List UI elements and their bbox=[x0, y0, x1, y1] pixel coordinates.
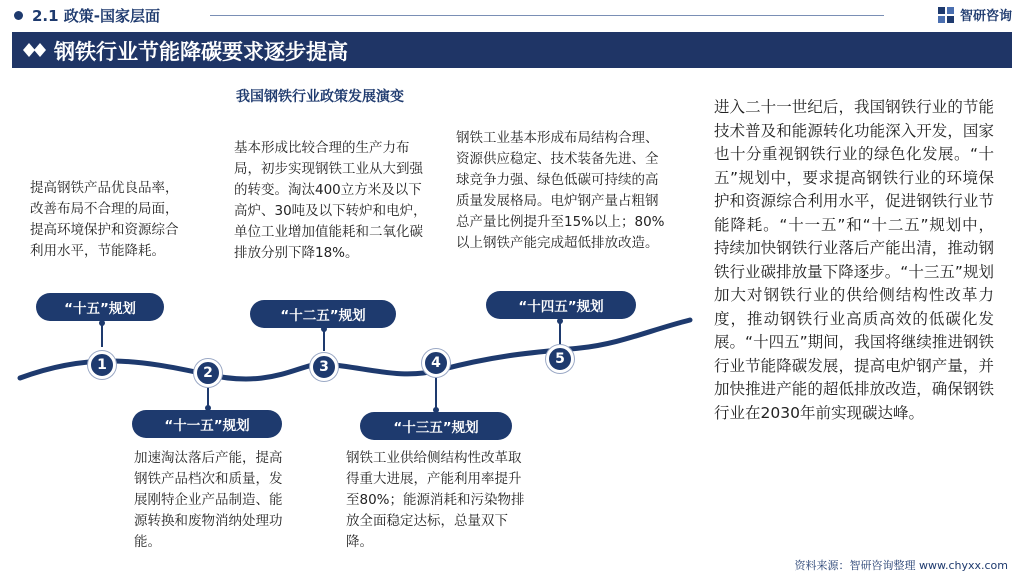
timeline-title: 我国钢铁行业政策发展演变 bbox=[236, 89, 404, 105]
bullet-dot bbox=[14, 11, 23, 20]
diamond-icon bbox=[22, 42, 48, 58]
plan-5-description: 钢铁工业基本形成布局结构合理、资源供应稳定、技术装备先进、全球竞争力强、绿色低碳可持续的高质量发展格局。电炉钢产量占粗钢总产量比例提升至15%以上；80%以上钢铁产能完成超低排放改造。 bbox=[456, 130, 665, 251]
page-title: 钢铁行业节能降碳要求逐步提高 bbox=[54, 40, 348, 64]
plan-2-description: 加速淘汰落后产能，提高钢铁产品档次和质量，发展刚特企业产品制造、能源转换和废物消纳处理功能。 bbox=[134, 450, 283, 550]
section-title: 2.1 政策-国家层面 bbox=[32, 7, 161, 25]
plan-5-label: “十四五”规划 bbox=[486, 291, 636, 319]
stem-4 bbox=[435, 376, 437, 410]
timeline-node-1: 1 bbox=[88, 351, 116, 379]
timeline-node-2: 2 bbox=[194, 359, 222, 387]
brand bbox=[937, 5, 1012, 24]
stem-3 bbox=[323, 329, 325, 351]
timeline-node-4: 4 bbox=[422, 349, 450, 377]
plan-3-label: “十二五”规划 bbox=[250, 300, 396, 328]
plan-4-label: “十三五”规划 bbox=[360, 412, 512, 440]
stem-1 bbox=[101, 323, 103, 347]
source-note: 资料来源：智研咨询整理 www.chyxx.com bbox=[794, 559, 1008, 572]
title-banner bbox=[12, 32, 1012, 68]
timeline-node-3: 3 bbox=[310, 353, 338, 381]
stem-5 bbox=[559, 321, 561, 345]
summary-paragraph: 进入二十一世纪后，我国钢铁行业的节能技术普及和能源转化功能深入开发，国家也十分重视钢铁行业的绿色化发展。“十五”规划中，要求提高钢铁行业的环境保护和资源综合利用水平，促进钢铁行业节能降耗。“十一五”和“十二五”规划中，持续加快钢铁行业落后产能出清，推动钢铁行业碳排放量下降逐步。“十三五”规划加大对钢铁行业的供给侧结构性改革力度，推动钢铁行业高质高效的低碳化发展。“十四五”期间，我国将继续推进钢铁行业节能降碳发展，提高电炉钢产量，并加快推进产能的超低排放改造，确保钢铁行业在2030年前实现碳达峰。 bbox=[714, 98, 994, 422]
plan-3-description: 基本形成比较合理的生产力布局，初步实现钢铁工业从大到强的转变。淘汰400立方米及以下高炉、30吨及以下转炉和电炉，单位工业增加值能耗和二氧化碳排放分别下降18%。 bbox=[234, 140, 427, 261]
stem-2 bbox=[207, 386, 209, 408]
top-header bbox=[0, 0, 1024, 30]
plan-1-description: 提高钢铁产品优良品率，改善布局不合理的局面，提高环境保护和资源综合利用水平，节能降耗。 bbox=[30, 180, 179, 259]
plan-2-label: “十一五”规划 bbox=[132, 410, 282, 438]
plan-4-description: 钢铁工业供给侧结构性改革取得重大进展，产能利用率提升至80%；能源消耗和污染物排放全面稳定达标，总量双下降。 bbox=[346, 450, 525, 550]
plan-1-label: “十五”规划 bbox=[36, 293, 164, 321]
timeline-node-5: 5 bbox=[546, 345, 574, 373]
brand-name: 智研咨询 bbox=[959, 9, 1012, 24]
header-divider bbox=[210, 15, 884, 16]
brand-logo-icon bbox=[937, 6, 955, 24]
